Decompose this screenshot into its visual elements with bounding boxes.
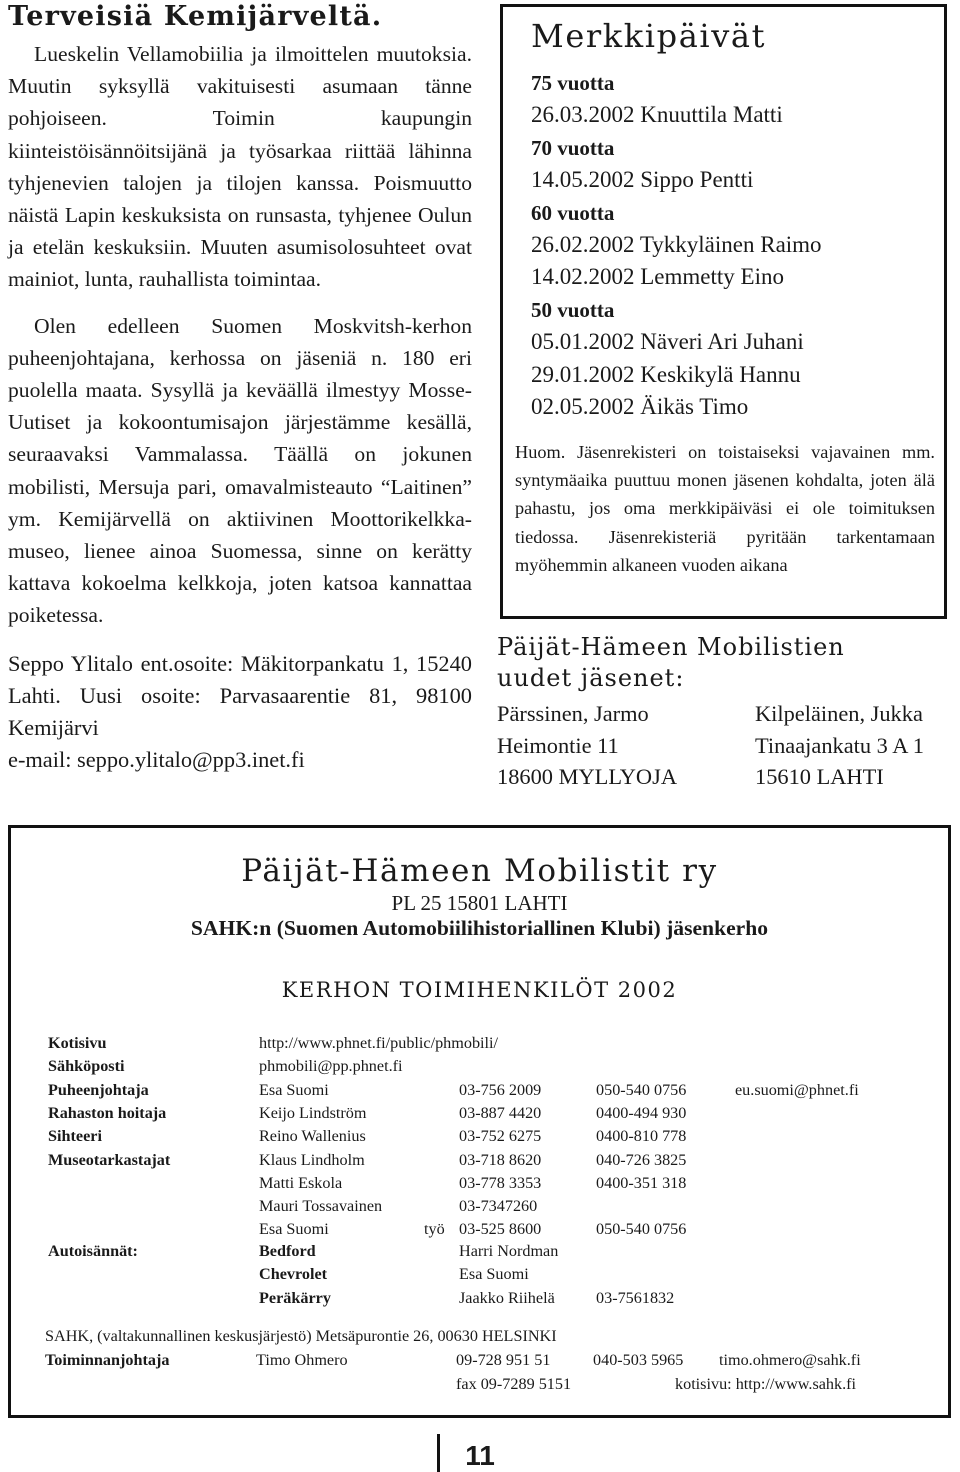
official-label: Puheenjohtaja [48, 1080, 149, 1099]
article-paragraph-2: Olen edelleen Suomen Moskvitsh-kerhon puheenjohtajana, kerhossa on jäseniä n. 180 eri puolella maata. Sysyllä ja keväällä ilmestyy Mosse-Uutiset ja kokoontumisajon järjestämme kesällä, seuraavaksi Vammalassa. Täällä on jokunen mobilisti, Mersuja pari, omavalmisteauto “Laitinen” ym. Kemijärvellä on aktiivinen Moottorikelkka-museo, lienee ainoa Suomessa, sinne on kerätty kattava kokoelma kelkkoja, joten katsoa kannattaa poiketessa. [8, 313, 472, 628]
director-email: timo.ohmero@sahk.fi [719, 1351, 861, 1369]
anniversary-age-heading: 60 vuotta [531, 200, 615, 225]
anniversaries-note: Huom. Jäsenrekisteri on toistaiseksi vajavainen mm. syntymäaika puuttuu monen jäsenen kohdalta, joten älä pahastu, jos oma merkkipäiväsi ei ole toimituksen tiedossa. Jäsenrekisteriä pyritään tarkentamaan myöhemmin alkaneen vuoden aikana [515, 442, 935, 575]
caretaker-person: Esa Suomi [459, 1265, 529, 1284]
new-members-title-1: Päijät-Hämeen Mobilistien [497, 633, 845, 661]
official-label: Sähköposti [48, 1057, 125, 1076]
member-city: 18600 MYLLYOJA [497, 764, 677, 789]
anniversary-entry: 26.02.2002 Tykkyläinen Raimo [531, 232, 822, 258]
official-phone1: 03-525 8600 [459, 1220, 542, 1239]
caretaker-phone: 03-7561832 [596, 1288, 675, 1307]
article-title: Terveisiä Kemijärveltä. [8, 1, 383, 32]
member-name: Pärssinen, Jarmo [497, 701, 649, 726]
official-name: Mauri Tossavainen [259, 1197, 383, 1216]
officials-heading: KERHON TOIMIHENKILÖT 2002 [281, 978, 678, 1002]
official-phone1: 03-752 6275 [459, 1127, 542, 1146]
official-phone2: 040-726 3825 [596, 1150, 687, 1169]
official-name: Reino Wallenius [259, 1127, 366, 1146]
new-members-title-2: uudet jäsenet: [497, 664, 685, 692]
director-fax: fax 09-7289 5151 [456, 1375, 572, 1393]
official-label: Kotisivu [48, 1034, 107, 1052]
anniversaries-title: Merkkipäivät [531, 17, 767, 55]
club-box [8, 825, 951, 1418]
anniversaries-box [500, 4, 947, 619]
club-sahk-line: SAHK:n (Suomen Automobiilihistoriallinen Klubi) jäsenkerho [190, 916, 769, 940]
official-phone2: 050-540 0756 [596, 1080, 687, 1099]
official-label: Rahaston hoitaja [48, 1103, 167, 1122]
official-phone2: 050-540 0756 [596, 1220, 687, 1239]
official-phone1: 03-718 8620 [459, 1150, 542, 1169]
official-phone1: 03-756 2009 [459, 1080, 542, 1099]
official-name: Esa Suomi [259, 1220, 329, 1239]
anniversary-entry: 14.02.2002 Lemmetty Eino [531, 264, 784, 290]
anniversary-entry: 14.05.2002 Sippo Pentti [531, 167, 754, 193]
caretaker-person: Harri Nordman [459, 1242, 559, 1260]
member-street: Heimontie 11 [497, 732, 619, 758]
article [8, 2, 472, 776]
caretaker-person: Jaakko Riihelä [459, 1288, 555, 1307]
official-label: Museotarkastajat [48, 1150, 171, 1169]
official-phone2: 0400-810 778 [596, 1127, 687, 1146]
official-label: Sihteeri [48, 1127, 102, 1146]
official-phone1: 03-887 4420 [459, 1103, 542, 1122]
anniversary-entry: 05.01.2002 Näveri Ari Juhani [531, 329, 804, 355]
official-name: http://www.phnet.fi/public/phmobili/ [259, 1034, 499, 1052]
anniversary-age-heading: 75 vuotta [531, 71, 615, 95]
member [497, 698, 677, 793]
member-name: Kilpeläinen, Jukka [755, 701, 923, 726]
new-members [497, 632, 957, 789]
official-phone1: 03-7347260 [459, 1197, 538, 1216]
anniversary-entry: 29.01.2002 Keskikylä Hannu [531, 361, 801, 387]
club-name: Päijät-Hämeen Mobilistit ry [241, 853, 718, 889]
anniversary-entry: 26.03.2002 Knuuttila Matti [531, 102, 783, 128]
autoisannat-label: Autoisännät: [48, 1242, 138, 1260]
caretaker-make: Chevrolet [259, 1265, 328, 1284]
article-paragraph-1: Lueskelin Vellamobiilia ja ilmoittelen muutoksia. Muutin syksyllä vakituisesti asumaan tänne pohjoiseen. Toimin kaupungin kiinteistöisännöitsijänä ja työsarkaa riittää lähinna tyhjenevien talojen ja tilojen kanssa. Poismuutto näistä Lapin keskuksista on runsasta, tyhjenee Oulun ja etelän keskuksiin. Muuten asumisolosuhteet ovat mainiot, lunta, rauhallista toimintaa. [8, 42, 472, 292]
anniversary-entry: 02.05.2002 Äikäs Timo [531, 394, 749, 420]
official-extra: työ [424, 1220, 445, 1239]
official-email: eu.suomi@phnet.fi [735, 1080, 859, 1099]
official-phone2: 0400-351 318 [596, 1173, 687, 1192]
anniversary-age-heading: 70 vuotta [531, 135, 615, 160]
member-street: Tinaajankatu 3 A 1 [755, 732, 924, 758]
page-number: 11 [465, 1440, 495, 1471]
director-phone-2: 040-503 5965 [593, 1351, 684, 1369]
official-phone1: 03-778 3353 [459, 1173, 542, 1192]
anniversary-age-heading: 50 vuotta [531, 297, 615, 322]
official-name: Esa Suomi [259, 1080, 329, 1099]
official-name: Matti Eskola [259, 1173, 343, 1192]
director-phone-1: 09-728 951 51 [456, 1351, 551, 1369]
signature-text: Seppo Ylitalo ent.osoite: Mäkitorpankatu 1, 15240 Lahti. Uusi osoite: Parvasaarentie 81, 98100 Kemijärvi [8, 650, 472, 741]
official-name: Keijo Lindström [259, 1103, 367, 1122]
sahk-homepage: kotisivu: http://www.sahk.fi [675, 1375, 857, 1393]
member [755, 698, 924, 793]
club-address: PL 25 15801 LAHTI [391, 891, 568, 915]
anniversaries-list [531, 67, 931, 423]
caretaker-make: Bedford [259, 1242, 316, 1260]
official-phone2: 0400-494 930 [596, 1103, 687, 1122]
caretaker-make: Peräkärry [259, 1288, 331, 1307]
official-name: phmobili@pp.phnet.fi [259, 1057, 403, 1076]
article-signature [8, 648, 472, 777]
director-label: Toiminnanjohtaja [45, 1351, 170, 1369]
sahk-address: SAHK, (valtakunnallinen keskusjärjestö) Metsäpurontie 26, 00630 HELSINKI [45, 1327, 557, 1345]
official-name: Klaus Lindholm [259, 1150, 365, 1169]
director-name: Timo Ohmero [256, 1351, 348, 1369]
member-city: 15610 LAHTI [755, 764, 884, 789]
signature-email: e-mail: seppo.ylitalo@pp3.inet.fi [8, 747, 305, 773]
